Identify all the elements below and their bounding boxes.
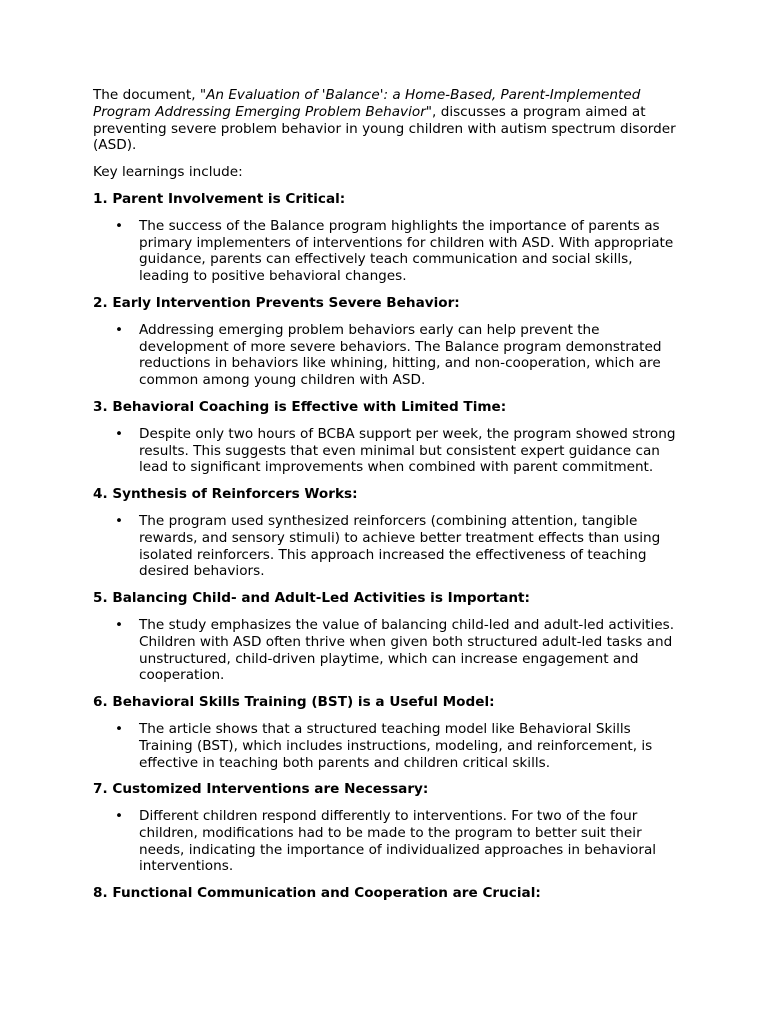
bullet-icon: • xyxy=(115,321,124,338)
section-heading: 4. Synthesis of Reinforcers Works: xyxy=(93,486,358,503)
bullet-icon: • xyxy=(115,512,124,529)
bullet-list xyxy=(93,218,678,285)
section-heading: 5. Balancing Child- and Adult-Led Activities is Important: xyxy=(93,590,530,607)
bullet-list xyxy=(93,426,678,476)
section-heading: 6. Behavioral Skills Training (BST) is a Useful Model: xyxy=(93,694,495,711)
section-heading: 1. Parent Involvement is Critical: xyxy=(93,190,346,207)
bullet-icon: • xyxy=(115,217,124,234)
bullet-item xyxy=(115,616,678,684)
key-learnings-lead: Key learnings include: xyxy=(93,164,243,181)
bullet-icon: • xyxy=(115,425,124,442)
bullet-text: Despite only two hours of BCBA support per week, the program showed strong results. This suggests that even minimal but consistent expert guidance can lead to significant improvements when combined with parent commitment. xyxy=(139,425,676,476)
document-title: An Evaluation of 'Balance': a Home-Based, Parent-Implemented Program Addressing Emerging Problem Behavior xyxy=(93,87,641,120)
bullet-icon: • xyxy=(115,616,124,633)
intro-paragraph xyxy=(93,87,678,154)
bullet-item xyxy=(115,321,678,389)
intro-suffix: ", discusses a program aimed at preventing severe problem behavior in young children with autism spectrum disorder (ASD). xyxy=(93,103,676,154)
bullet-item xyxy=(115,512,678,580)
section-heading: 2. Early Intervention Prevents Severe Behavior: xyxy=(93,294,460,311)
bullet-icon: • xyxy=(115,808,124,825)
bullet-text: Different children respond differently to interventions. For two of the four children, modifications had to be made to the program to better suit their needs, indicating the importance of individualized approaches in behavioral interventions. xyxy=(139,808,657,875)
bullet-text: The study emphasizes the value of balancing child-led and adult-led activities. Children with ASD often thrive when given both structured adult-led tasks and unstructured, child-driven playtime, which can increase engagement and cooperation. xyxy=(139,616,675,684)
bullet-text: The article shows that a structured teaching model like Behavioral Skills Training (BST), which includes instructions, modeling, and reinforcement, is effective in teaching both parents and children critical skills. xyxy=(139,720,653,771)
bullet-text: The program used synthesized reinforcers (combining attention, tangible rewards, and sensory stimuli) to achieve better treatment effects than using isolated reinforcers. This approach increased the effectiveness of teaching desired behaviors. xyxy=(139,512,661,580)
bullet-item xyxy=(115,425,678,476)
section-heading: 7. Customized Interventions are Necessary: xyxy=(93,781,429,798)
intro-prefix: The document, " xyxy=(93,87,207,103)
bullet-text: The success of the Balance program highlights the importance of parents as primary implementers of interventions for children with ASD. With appropriate guidance, parents can effectively teach communication and social skills, leading to positive behavioral changes. xyxy=(139,217,674,285)
bullet-icon: • xyxy=(115,720,124,737)
section-heading: 3. Behavioral Coaching is Effective with Limited Time: xyxy=(93,398,507,415)
bullet-list xyxy=(93,322,678,389)
bullet-list xyxy=(93,721,678,771)
bullet-text: Addressing emerging problem behaviors early can help prevent the development of more severe behaviors. The Balance program demonstrated reductions in behaviors like whining, hitting, and non-cooperation, which are common among young children with ASD. xyxy=(139,321,662,389)
bullet-item xyxy=(115,808,678,875)
bullet-list xyxy=(93,617,678,684)
bullet-item xyxy=(115,217,678,285)
bullet-list xyxy=(93,513,678,580)
bullet-list xyxy=(93,808,678,875)
learnings-list xyxy=(93,191,678,902)
bullet-item xyxy=(115,720,678,771)
section-heading: 8. Functional Communication and Cooperation are Crucial: xyxy=(93,885,541,902)
